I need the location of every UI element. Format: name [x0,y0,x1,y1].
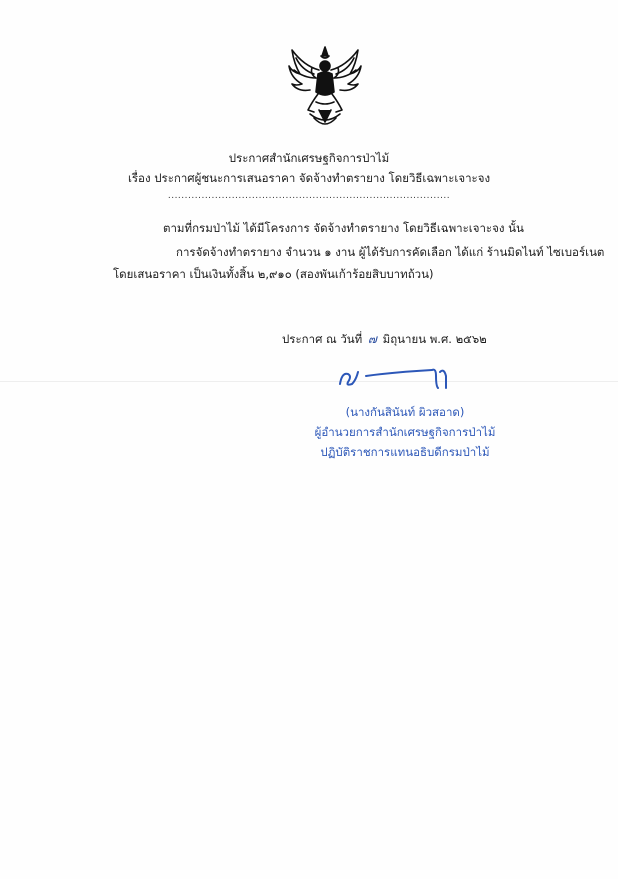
dateline-day: ๗ [367,332,377,346]
signatory-position-1: ผู้อำนวยการสำนักเศรษฐกิจการป่าไม้ [314,425,496,439]
body-paragraph-2-line-2: โดยเสนอราคา เป็นเงินทั้งสิ้น ๒,๙๑๐ (สองพันเก้าร้อยสิบบาทถ้วน) [113,267,434,281]
dateline [282,332,487,346]
body-paragraph-2-line-1: การจัดจ้างทำตรายาง จำนวน ๑ งาน ผู้ได้รับการคัดเลือก ได้แก่ ร้านมิดไนท์ ไซเบอร์เนต [176,245,605,259]
body-paragraph-1: ตามที่กรมป่าไม้ ได้มีโครงการ จัดจ้างทำตรายาง โดยวิธีเฉพาะเจาะจง นั้น [163,221,524,235]
garuda-emblem-icon [286,44,364,130]
signatory-name: (นางกันสินันท์ ผิวสอาด) [345,405,465,419]
dateline-prefix: ประกาศ ณ วันที่ [282,332,363,346]
handwritten-signature [336,358,456,398]
page-divider [0,381,618,382]
signatory-position-2: ปฏิบัติราชการแทนอธิบดีกรมป่าไม้ [320,445,490,459]
separator-dots: .................................................................................... [167,191,451,201]
announcement-issuer: ประกาศสำนักเศรษฐกิจการป่าไม้ [228,151,390,165]
dateline-month-year: มิถุนายน พ.ศ. ๒๕๖๒ [382,332,487,346]
announcement-subject: เรื่อง ประกาศผู้ชนะการเสนอราคา จัดจ้างทำตรายาง โดยวิธีเฉพาะเจาะจง [127,171,491,185]
